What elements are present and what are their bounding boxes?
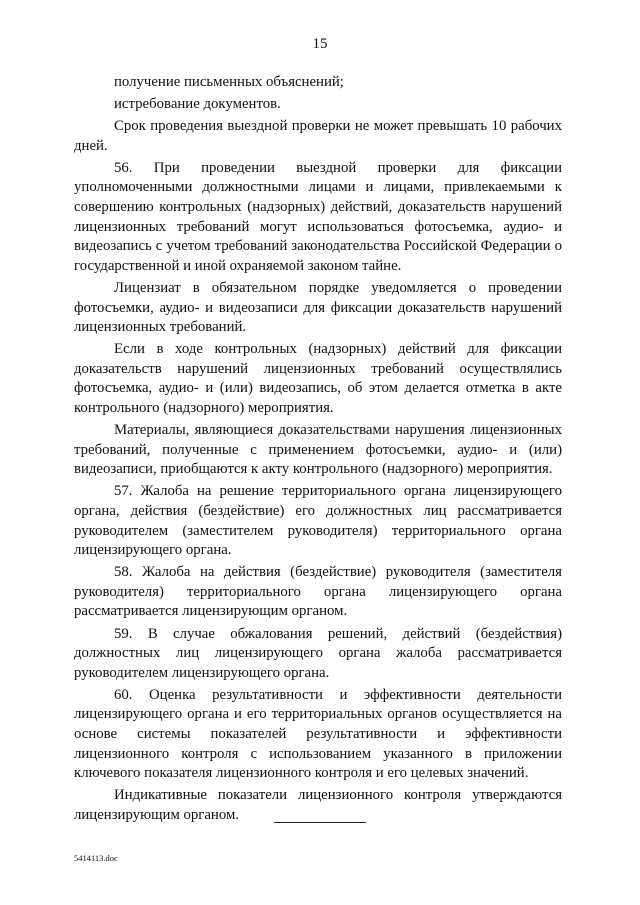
paragraph: Материалы, являющиеся доказательствами нарушения лицензионных требований, полученные с применением фотосъемки, аудио- и (или) видеозаписи, приобщаются к акту контрольного (надзорного) мероприятия. <box>74 422 562 478</box>
paragraph: Лицензиат в обязательном порядке уведомляется о проведении фотосъемки, аудио- и видеозаписи для фиксации доказательств нарушений лицензионных требований. <box>74 279 562 336</box>
paragraph-60: 60. Оценка результативности и эффективности деятельности лицензирующего органа и его территориальных органов осуществляется на основе системы показателей результативности и эффективности лицензионного контроля с использованием указанного в приложении ключевого показателя лицензионного контроля и его целевых значений. <box>74 686 562 782</box>
paragraph: Если в ходе контрольных (надзорных) действий для фиксации доказательств нарушений лицензионных требований осуществлялись фотосъемка, аудио- и (или) видеозапись, об этом делается отметка в акте контрольного (надзорного) мероприятия. <box>74 341 562 416</box>
document-body <box>74 73 562 825</box>
paragraph-59: 59. В случае обжалования решений, действий (бездействия) должностных лиц лицензирующего органа жалоба рассматривается руководителем лицензирующего органа. <box>74 625 562 681</box>
paragraph-58: 58. Жалоба на действия (бездействие) руководителя (заместителя руководителя) территориального органа лицензирующего органа рассматривается лицензирующим органом. <box>74 564 562 620</box>
document-file-id: 5414113.doc <box>74 853 118 863</box>
paragraph: получение письменных объяснений; <box>114 74 344 90</box>
paragraph-56: 56. При проведении выездной проверки для фиксации уполномоченными должностными лицами и лицами, привлекаемыми к совершению контрольных (надзорных) действий, доказательств нарушений лицензионных требований могут использоваться фотосъемка, аудио- и видеозапись с учетом требований законодательства Российской Федерации о государственной и иной охраняемой законом тайне. <box>74 159 562 274</box>
paragraph: Индикативные показатели лицензионного контроля утверждаются лицензирующим органом. <box>74 787 562 823</box>
paragraph: Срок проведения выездной проверки не может превышать 10 рабочих дней. <box>74 118 562 154</box>
end-separator-line <box>274 822 366 823</box>
paragraph-57: 57. Жалоба на решение территориального органа лицензирующего органа, действия (бездействие) его должностных лиц рассматривается руководителем (заместителем руководителя) территориального органа лицензирующего органа. <box>74 483 562 559</box>
page-number: 15 <box>312 36 328 52</box>
paragraph: истребование документов. <box>114 96 281 113</box>
